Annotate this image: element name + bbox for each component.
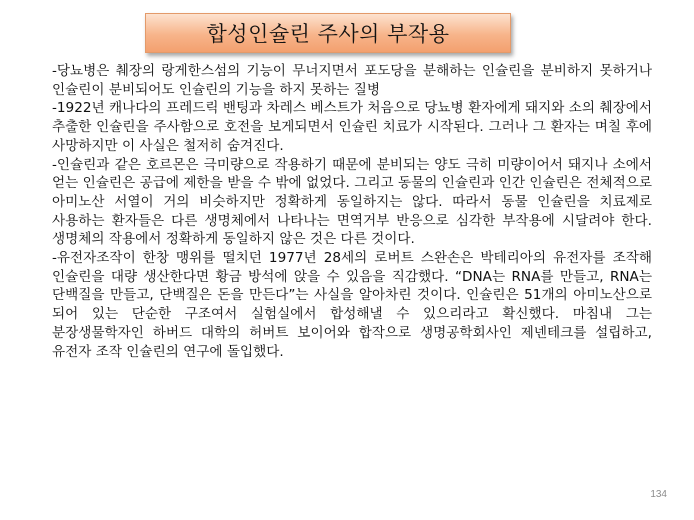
paragraph-animal-insulin: -인슐린과 같은 호르몬은 극미량으로 작용하기 때문에 분비되는 양도 극히 미량이어서 돼지나 소에서 얻는 인슐린은 공급에 제한을 받을 수 밖에 없었다. 그리고 동물의 인슐린과 인간 인슐린은 전체적으로 아미노산 서열이 거의 비슷하지만 정확하게 동일하지는 않다. 따라서 동물 인슐린을 치료제로 사용하는 환자들은 다른 생명체에서 나타나는 면역거부 반응으로 심각한 부작용에 시달려야 한다. 생명체의 작용에서 정확하게 동일하지 않은 것은 다른 것이다. (52, 156, 652, 248)
paragraph-1922-history: -1922년 캐나다의 프레드릭 밴팅과 차레스 베스트가 처음으로 당뇨병 환자에게 돼지와 소의 췌장에서 추출한 인슐린을 주사함으로 호전을 보게되면서 인슐린 치료가 시작된다. 그러나 그 환자는 며칠 후에 사망하지만 이 사실은 철저히 숨겨진다. (52, 100, 652, 154)
paragraph-diabetes-definition: -당뇨병은 췌장의 랑게한스섬의 기능이 무너지면서 포도당을 분해하는 인슐린을 분비하지 못하거나 인슐린이 분비되어도 인슐린의 기능을 하지 못하는 질병 (52, 63, 652, 98)
slide-title: 합성인슐린 주사의 부작용 (206, 22, 450, 46)
paragraph-genetic-engineering: -유전자조작이 한창 맹위를 떨치던 1977년 28세의 로버트 스완손은 박테리아의 유전자를 조작해 인슐린을 대량 생산한다면 황금 방석에 앉을 수 있음을 직감했다. “DNA는 RNA를 만들고, RNA는 단백질을 만들고, 단백질은 돈을 만든다”는 사실을 알아차린 것이다. 인슐린은 51개의 아미노산으로 되어 있는 단순한 구조여서 실험실에서 합성해낼 수 있으리라고 확신했다. 마침내 그는 분장생물학자인 하버드 대학의 허버트 보이어와 합작으로 생명공학회사인 제넨테크를 설립하고, 유전자 조작 인슐린의 연구에 돌입했다. (52, 250, 652, 360)
page-number: 134 (650, 489, 667, 500)
slide-title-box (145, 13, 511, 53)
slide-body (52, 62, 652, 361)
